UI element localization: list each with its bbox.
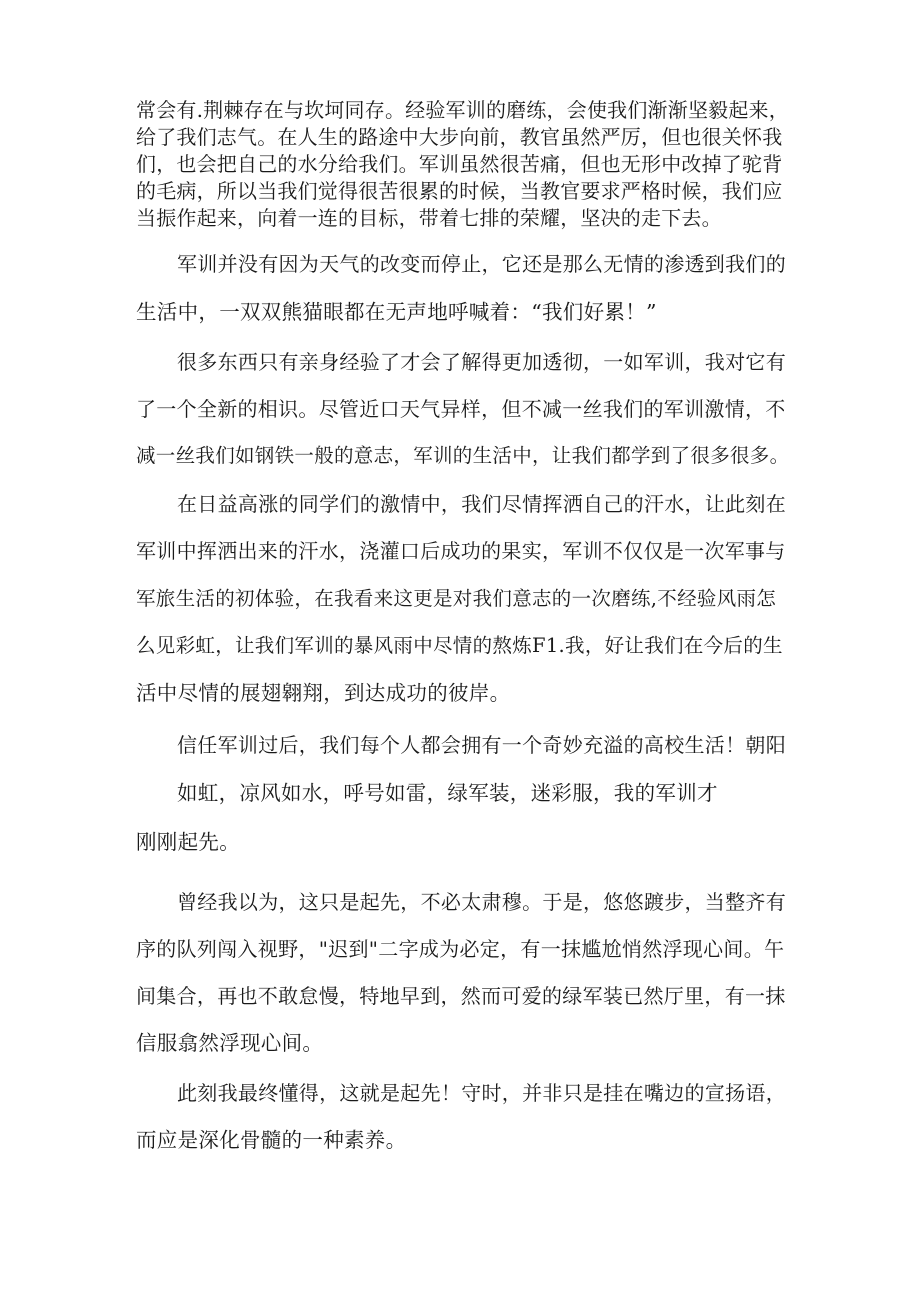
paragraph-6-line-4: 信服翕然浮现心间。: [136, 1031, 324, 1055]
paragraph-7-line-2: 而应是深化骨髓的一种素养。: [136, 1128, 407, 1152]
paragraph-5-line-3: 刚刚起先。: [136, 830, 240, 854]
paragraph-4-line-2: 军训中挥洒出来的汗水，浇灌口后成功的果实，军训不仅仅是一次军事与: [136, 539, 786, 563]
paragraph-6-line-1: 曾经我以为，这只是起先，不必太肃穆。于是，悠悠踱步，当整齐有: [177, 890, 786, 914]
paragraph-6-line-2: 序的队列闯入视野，"迟到"二字成为必定，有一抹尴尬悄然浮现心间。午: [136, 937, 785, 961]
paragraph-7-line-1: 此刻我最终懂得，这就是起先！守时，并非只是挂在嘴边的宣扬语，: [177, 1081, 786, 1105]
paragraph-4-line-1: 在日益高涨的同学们的激情中，我们尽情挥洒自己的汗水，让此刻在: [177, 492, 786, 516]
paragraph-5-line-2: 如虹，凉风如水，呼号如雷，绿军装，迷彩服，我的军训才: [177, 781, 718, 805]
paragraph-4-line-5: 活中尽情的展翅翱翔，到达成功的彼岸。: [136, 681, 511, 705]
paragraph-4-line-3: 军旅生活的初体验，在我看来这更是对我们意志的一次磨练,不经验风雨怎: [136, 587, 777, 610]
paragraph-5-line-1: 信任军训过后，我们每个人都会拥有一个奇妙充溢的高校生活！朝阳: [177, 733, 786, 757]
paragraph-1-line-1: 常会有.荆棘存在与坎坷同存。经验军训的磨练，会使我们渐渐坚毅起来，: [136, 98, 789, 122]
paragraph-2-line-2: 生活中，一双双熊猫眼都在无声地呼喊着：“我们好累！”: [136, 300, 657, 324]
paragraph-3-line-2: 了一个全新的相识。尽管近口天气异样，但不减一丝我们的军训激情，不: [136, 397, 786, 421]
paragraph-4-line-4: 么见彩虹，让我们军训的暴风雨中尽情的熬炼F1.我，好让我们在今后的生: [136, 634, 783, 657]
paragraph-1-line-2: 给了我们志气。在人生的路途中大步向前，教官虽然严厉，但也很关怀我: [136, 125, 783, 149]
paragraph-1-line-4: 的毛病，所以当我们觉得很苦很累的时候，当教官要求严格时候，我们应: [136, 179, 783, 203]
paragraph-3-line-1: 很多东西只有亲身经验了才会了解得更加透彻，一如军训，我对它有: [177, 350, 786, 374]
paragraph-1-line-3: 们，也会把自己的水分给我们。军训虽然很苦痛，但也无形中改掉了驼背: [136, 152, 783, 176]
paragraph-3-line-3: 减一丝我们如钢铁一般的意志，军训的生活中，让我们都学到了很多很多。: [136, 444, 790, 467]
paragraph-6-line-3: 间集合，再也不敢怠慢，特地早到，然而可爱的绿军装已然厅里，有一抹: [136, 984, 786, 1008]
paragraph-2-line-1: 军训并没有因为天气的改变而停止，它还是那么无情的渗透到我们的: [177, 252, 786, 276]
paragraph-1-line-5: 当振作起来，向着一连的目标，带着七排的荣耀，坚决的走下去。: [136, 206, 722, 230]
